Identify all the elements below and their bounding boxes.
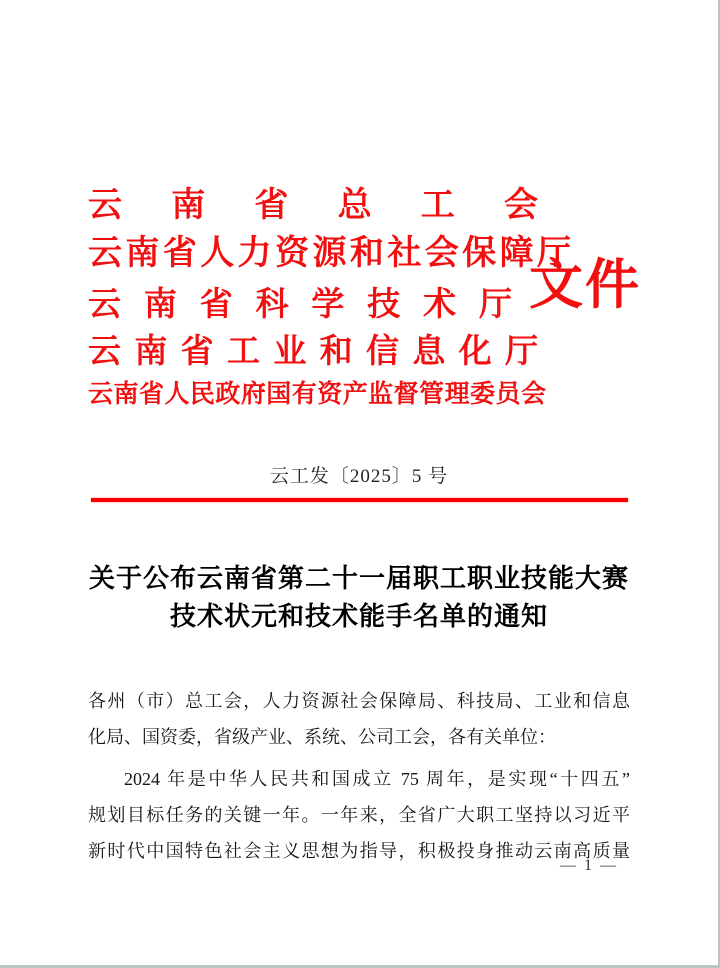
letterhead <box>0 0 718 415</box>
agency-name-1: 云南省总工会 <box>88 187 538 224</box>
body-line: 规划目标任务的关键一年。一年来，全省广大职工坚持以习近平 <box>88 805 630 825</box>
agency-name-5: 云南省人民政府国有资产监督管理委员会 <box>88 381 546 408</box>
page-number: — 1 — <box>560 857 618 874</box>
red-divider-rule <box>91 498 628 502</box>
agency-name-3: 云南省科学技术厅 <box>88 287 512 323</box>
doc-number: 云工发〔2025〕5 号 <box>269 466 449 487</box>
document-title <box>88 560 630 636</box>
agency-name-2: 云南省人力资源和社会保障厅 <box>88 235 571 272</box>
doc-type-label: 文件 <box>529 255 641 315</box>
body-line: 各州（市）总工会，人力资源社会保障局、科技局、工业和信息 <box>88 691 630 711</box>
agency-name-4: 云南省工业和信息化厅 <box>88 334 538 370</box>
body-line: 新时代中国特色社会主义思想为指导，积极投身推动云南高质量 <box>88 841 630 861</box>
document-title-line-1: 关于公布云南省第二十一届职工职业技能大赛 <box>88 564 629 593</box>
document-title-line-2: 技术状元和技术能手名单的通知 <box>169 602 548 631</box>
body-line: 2024 年是中华人民共和国成立 75 周年，是实现“十四五” <box>124 769 630 789</box>
document-body <box>88 683 630 869</box>
body-line: 化局、国资委，省级产业、系统、公司工会，各有关单位： <box>88 727 556 747</box>
